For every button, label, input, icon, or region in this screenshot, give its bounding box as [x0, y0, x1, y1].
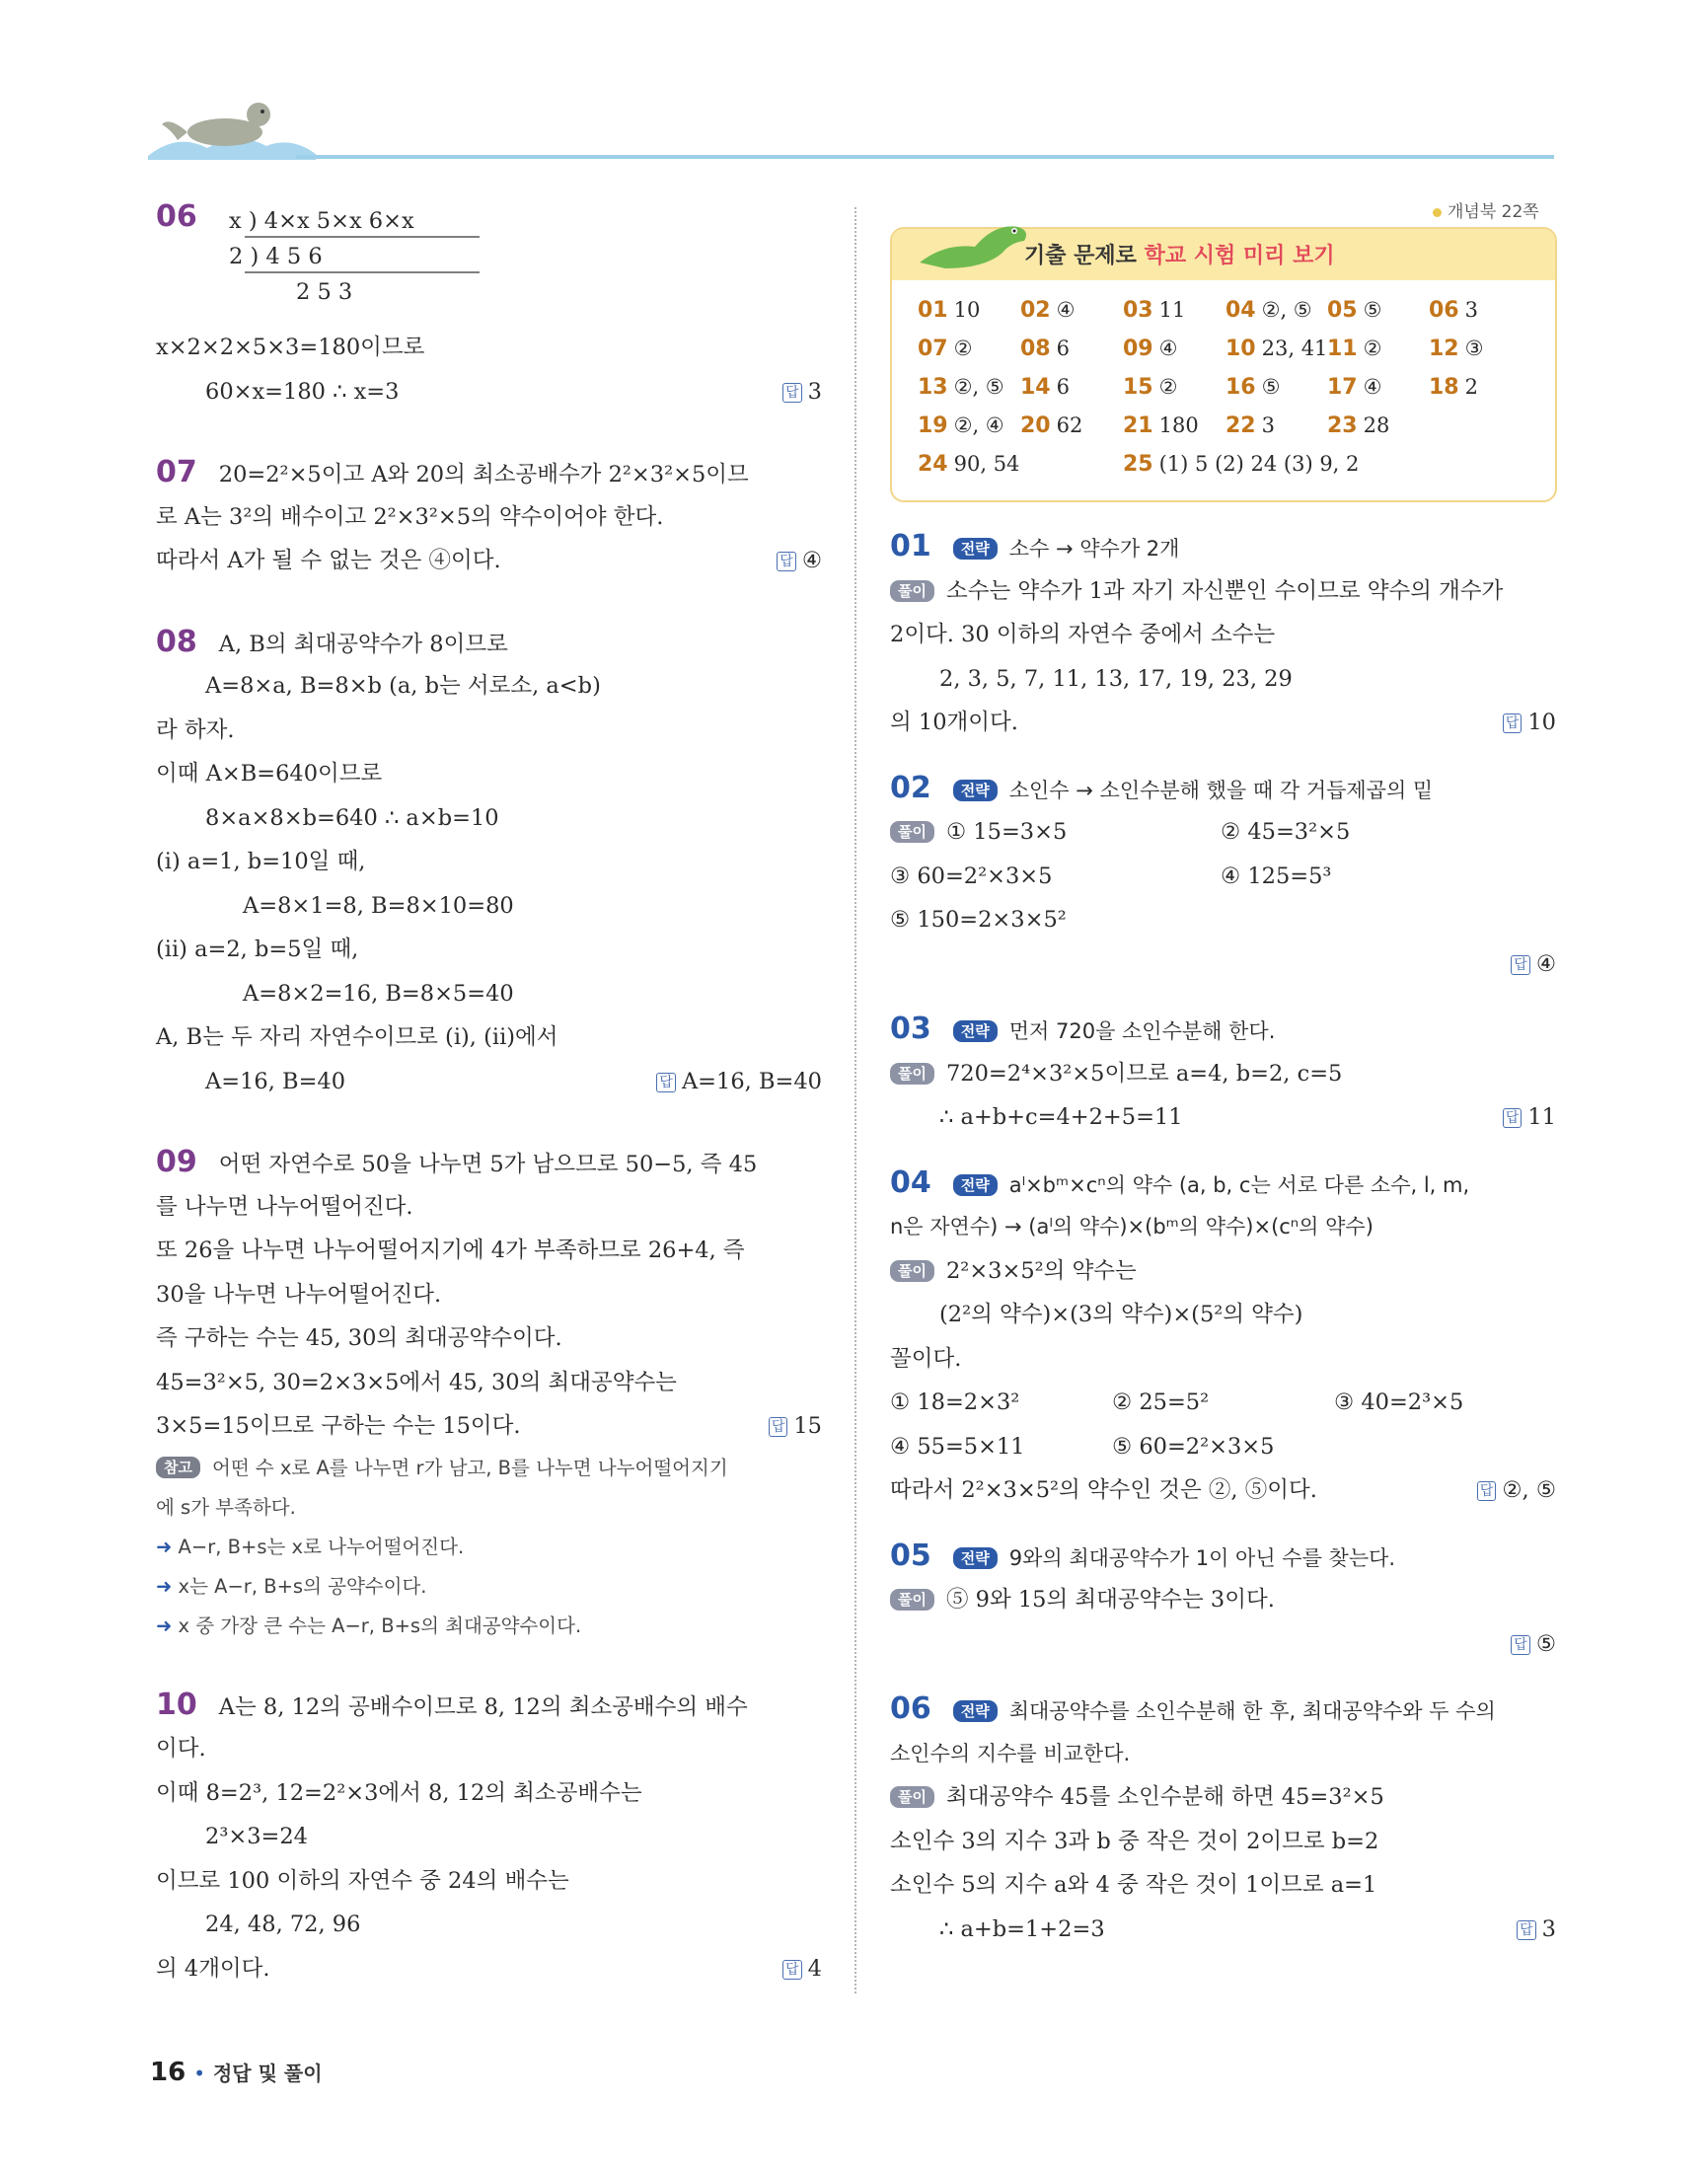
answer-icon: 답 — [782, 1960, 802, 1980]
preview-number: 14 — [1020, 375, 1051, 400]
r-q02-options-1: 풀이 ① 15=3×5 ② 45=3²×5 — [890, 810, 1556, 855]
preview-number: 12 — [1429, 337, 1459, 361]
r-q01-number: 01 — [890, 529, 931, 563]
q10-answer: 4 — [807, 1955, 822, 1982]
q09-note-1: 참고 어떤 수 x로 A를 나누면 r가 남고, B를 나누면 나누어떨어지기 — [156, 1449, 822, 1488]
q09-line-6: 45=3²×5, 30=2×3×5에서 45, 30의 최대공약수는 — [156, 1369, 677, 1395]
q08-number: 08 — [156, 624, 197, 659]
preview-answer-08 — [1020, 337, 1070, 361]
q08-line-9: A=8×2=16, B=8×5=40 — [243, 980, 514, 1007]
preview-answer-21 — [1123, 413, 1199, 438]
preview-number: 03 — [1123, 298, 1153, 323]
preview-value: 6 — [1056, 337, 1070, 360]
answer-icon: 답 — [1511, 1635, 1530, 1655]
q08-answer: A=16, B=40 — [681, 1068, 822, 1094]
preview-number: 06 — [1429, 298, 1459, 323]
r-q04-line-2: (2²의 약수)×(3의 약수)×(5²의 약수) — [939, 1302, 1303, 1327]
r-q06-line-2: 소인수 3의 지수 3과 b 중 작은 것이 2이므로 b=2 — [890, 1828, 1379, 1854]
page-number: 16 — [150, 2058, 186, 2087]
q10-line-1: 10 A는 8, 12의 공배수이므로 8, 12의 최소공배수의 배수 — [156, 1687, 748, 1722]
r-q02-answer: ④ — [1535, 950, 1556, 977]
answer-icon: 답 — [782, 383, 802, 403]
preview-number: 21 — [1123, 413, 1153, 438]
page-footer — [150, 2058, 323, 2087]
r-q04-header-2: n은 자연수) → (aˡ의 약수)×(bᵐ의 약수)×(cⁿ의 약수) — [890, 1215, 1374, 1238]
preview-value: 90, 54 — [953, 452, 1020, 476]
answer-icon: 답 — [1503, 1108, 1522, 1128]
note-badge: 참고 — [156, 1457, 200, 1478]
strategy-badge: 전략 — [953, 1174, 998, 1196]
r-q04-line-3: 꼴이다. — [890, 1345, 962, 1372]
preview-number: 11 — [1327, 337, 1358, 361]
preview-number: 15 — [1123, 375, 1153, 400]
q09-note-5: ➜ x 중 가장 큰 수는 A−r, B+s의 최대공약수이다. — [156, 1613, 582, 1637]
r-q01-line-4: 의 10개이다. 답 10 — [890, 710, 1556, 735]
r-q03-number: 03 — [890, 1012, 931, 1046]
r-q02-number: 02 — [890, 770, 931, 805]
q09-line-7: 3×5=15이므로 구하는 수는 15이다. 답 15 — [156, 1413, 822, 1439]
preview-answer-25 — [1123, 452, 1359, 477]
preview-answer-24 — [918, 452, 1019, 477]
ladder-row-3: 2 5 3 — [296, 279, 353, 305]
q09-note-3: ➜ A−r, B+s는 x로 나누어떨어진다. — [156, 1535, 465, 1558]
r-q06-header: 06 전략 최대공약수를 소인수분해 한 후, 최대공약수와 두 수의 — [890, 1691, 1496, 1726]
preview-number: 10 — [1225, 337, 1256, 361]
right-column — [890, 525, 1556, 1951]
preview-answer-03 — [1123, 298, 1185, 323]
preview-answer-18 — [1429, 375, 1478, 400]
r-q03-line-2: ∴ a+b+c=4+2+5=11 답 11 — [939, 1104, 1556, 1130]
q06-line-2: 60×x=180 ∴ x=3 답 3 — [205, 378, 822, 405]
q08-line-1: 08 A, B의 최대공약수가 8이므로 — [156, 624, 508, 659]
preview-number: 04 — [1225, 298, 1256, 323]
preview-value: 2 — [1464, 375, 1478, 399]
q09-answer: 15 — [793, 1413, 822, 1439]
preview-value: ②, ④ — [953, 413, 1004, 437]
r-q02-options-2: ③ 60=2²×3×5 ④ 125=5³ — [890, 863, 1332, 889]
preview-value: ④ — [1363, 375, 1382, 399]
preview-number: 24 — [918, 452, 948, 477]
ladder-row-1: x ) 4×x 5×x 6×x — [229, 208, 414, 234]
q09-line-3: 또 26을 나누면 나누어떨어지기에 4가 부족하므로 26+4, 즉 — [156, 1238, 745, 1263]
preview-number: 05 — [1327, 298, 1358, 323]
r-q04-header: 04 전략 aˡ×bᵐ×cⁿ의 약수 (a, b, c는 서로 다른 소수, l, m, — [890, 1164, 1470, 1200]
r-q06-answer: 3 — [1541, 1915, 1556, 1942]
strategy-badge: 전략 — [953, 1547, 998, 1569]
r-q03-header: 03 전략 먼저 720을 소인수분해 한다. — [890, 1012, 1276, 1046]
preview-value: 11 — [1158, 298, 1186, 322]
preview-value: ⑤ — [1363, 298, 1382, 322]
solution-badge: 풀이 — [890, 1260, 934, 1282]
preview-value: ② — [1158, 375, 1178, 399]
preview-answer-06 — [1429, 298, 1478, 323]
seal-illustration — [148, 97, 316, 160]
q06-answer: 3 — [807, 378, 822, 405]
q10-line-2: 이다. — [156, 1736, 206, 1762]
preview-value: ② — [953, 337, 973, 360]
preview-number: 13 — [918, 375, 948, 400]
preview-banner — [892, 229, 1555, 280]
preview-number: 07 — [918, 337, 948, 361]
preview-value: ④ — [1158, 337, 1178, 360]
strategy-badge: 전략 — [953, 1020, 998, 1042]
r-q03-answer: 11 — [1527, 1104, 1556, 1130]
answer-icon: 답 — [769, 1417, 788, 1437]
preview-number: 01 — [918, 298, 948, 323]
strategy-badge: 전략 — [953, 538, 998, 560]
q08-line-3: 라 하자. — [156, 716, 235, 743]
preview-answer-02 — [1020, 298, 1075, 323]
arrow-icon: ➜ — [156, 1574, 179, 1598]
preview-answer-07 — [918, 337, 972, 361]
column-divider — [854, 207, 856, 1993]
preview-number: 23 — [1327, 413, 1358, 438]
preview-number: 17 — [1327, 375, 1358, 400]
preview-value: ② — [1363, 337, 1382, 360]
r-q05-answer-line — [890, 1622, 1556, 1667]
preview-answer-22 — [1225, 413, 1275, 438]
answer-icon: 답 — [1503, 713, 1522, 733]
exam-preview-box — [890, 227, 1557, 502]
preview-answer-05 — [1327, 298, 1381, 323]
q09-line-1: 09 어떤 자연수로 50을 나누면 5가 남으므로 50−5, 즉 45 — [156, 1145, 758, 1179]
header-rule — [296, 155, 1554, 159]
preview-value: ⑤ — [1261, 375, 1281, 399]
preview-number: 25 — [1123, 452, 1153, 477]
preview-number: 18 — [1429, 375, 1459, 400]
r-q01-header: 01 전략 소수 → 약수가 2개 — [890, 529, 1180, 563]
preview-answer-13 — [918, 375, 1004, 400]
preview-answer-16 — [1225, 375, 1280, 400]
preview-number: 02 — [1020, 298, 1051, 323]
answer-icon: 답 — [1511, 955, 1530, 975]
preview-answer-09 — [1123, 337, 1177, 361]
r-q06-number: 06 — [890, 1691, 931, 1726]
q08-line-4: 이때 A×B=640이므로 — [156, 761, 383, 787]
q08-line-6: (i) a=1, b=10일 때, — [156, 849, 366, 874]
preview-answer-17 — [1327, 375, 1381, 400]
r-q02-answer-line — [890, 942, 1556, 987]
r-q06-line-4: ∴ a+b=1+2=3 답 3 — [939, 1915, 1556, 1942]
preview-value: 23, 41 — [1261, 337, 1328, 360]
q10-line-6: 24, 48, 72, 96 — [205, 1912, 361, 1937]
q10-line-5: 이므로 100 이하의 자연수 중 24의 배수는 — [156, 1867, 569, 1894]
r-q04-line-4: 따라서 2²×3×5²의 약수인 것은 ②, ⑤이다. 답 ②, ⑤ — [890, 1477, 1556, 1503]
left-column — [156, 197, 822, 1990]
r-q02-options-3: ⑤ 150=2×3×5² — [890, 907, 1067, 933]
preview-value: 10 — [953, 298, 981, 322]
q09-number: 09 — [156, 1145, 197, 1179]
q08-line-11: A=16, B=40 답 A=16, B=40 — [205, 1068, 822, 1094]
q07-line-2: 로 A는 3²의 배수이고 2²×3²×5의 약수이어야 한다. — [156, 503, 664, 530]
preview-value: 3 — [1261, 413, 1275, 437]
preview-answer-12 — [1429, 337, 1483, 361]
arrow-icon: ➜ — [156, 1535, 179, 1558]
preview-value: 62 — [1056, 413, 1083, 437]
preview-value: ②, ⑤ — [953, 375, 1004, 399]
preview-number: 16 — [1225, 375, 1256, 400]
q09-note-4: ➜ x는 A−r, B+s의 공약수이다. — [156, 1574, 427, 1598]
q08-line-7: A=8×1=8, B=8×10=80 — [243, 892, 514, 919]
solution-badge: 풀이 — [890, 1063, 934, 1085]
q06-block — [156, 197, 822, 326]
preview-number: 09 — [1123, 337, 1153, 361]
preview-answer-15 — [1123, 375, 1177, 400]
solution-badge: 풀이 — [890, 821, 934, 843]
answer-icon: 답 — [1477, 1481, 1497, 1501]
q09-line-5: 즉 구하는 수는 45, 30의 최대공약수이다. — [156, 1325, 562, 1351]
q07-line-1: 07 20=2²×5이고 A와 20의 최소공배수가 2²×3²×5이므 — [156, 455, 749, 489]
r-q01-line-2: 2이다. 30 이하의 자연수 중에서 소수는 — [890, 622, 1276, 647]
preview-value: 28 — [1363, 413, 1390, 437]
r-q05-header: 05 전략 9와의 최대공약수가 1이 아닌 수를 찾는다. — [890, 1538, 1396, 1573]
q08-line-2: A=8×a, B=8×b (a, b는 서로소, a<b) — [205, 673, 601, 699]
arrow-icon: ➜ — [156, 1613, 179, 1637]
solution-badge: 풀이 — [890, 1589, 934, 1611]
q10-line-4: 2³×3=24 — [205, 1824, 308, 1849]
preview-number: 19 — [918, 413, 948, 438]
preview-title: 기출 문제로 학교 시험 미리 보기 — [1024, 244, 1335, 268]
q10-number: 10 — [156, 1687, 197, 1722]
solution-badge: 풀이 — [890, 1786, 934, 1808]
strategy-badge: 전략 — [953, 1700, 998, 1722]
preview-answer-19 — [918, 413, 1004, 438]
r-q04-line-1: 풀이 2²×3×5²의 약수는 — [890, 1249, 1556, 1294]
preview-value: 6 — [1056, 375, 1070, 399]
q09-line-4: 30을 나누면 나누어떨어진다. — [156, 1281, 442, 1308]
ladder-row-2: 2 ) 4 5 6 — [229, 244, 323, 269]
q07-line-3: 따라서 A가 될 수 없는 것은 ④이다. 답 ④ — [156, 548, 822, 573]
preview-answer-01 — [918, 298, 980, 323]
r-q01-line-3: 2, 3, 5, 7, 11, 13, 17, 19, 23, 29 — [939, 665, 1293, 692]
r-q06-line-3: 소인수 5의 지수 a와 4 중 작은 것이 1이므로 a=1 — [890, 1872, 1377, 1898]
q08-line-5: 8×a×8×b=640 ∴ a×b=10 — [205, 804, 499, 831]
preview-value: ③ — [1464, 337, 1484, 360]
crocodile-icon — [916, 213, 1034, 276]
preview-value: 3 — [1464, 298, 1478, 322]
r-q06-line-1: 풀이 최대공약수 45를 소인수분해 하면 45=3²×5 — [890, 1775, 1556, 1820]
answer-icon: 답 — [777, 552, 796, 571]
q10-line-7: 의 4개이다. 답 4 — [156, 1955, 822, 1982]
q07-answer: ④ — [801, 548, 822, 573]
concept-book-ref: 개념북 22쪽 — [1433, 197, 1539, 222]
r-q04-options-1: ① 18=2×3² ② 25=5² ③ 40=2³×5 — [890, 1389, 1464, 1415]
answer-icon: 답 — [1517, 1920, 1536, 1940]
preview-answer-20 — [1020, 413, 1082, 438]
preview-answer-14 — [1020, 375, 1070, 400]
preview-value: 180 — [1158, 413, 1199, 437]
r-q05-line-1: 풀이 ⑤ 9와 15의 최대공약수는 3이다. — [890, 1578, 1556, 1622]
preview-answer-04 — [1225, 298, 1312, 323]
preview-answer-11 — [1327, 337, 1381, 361]
q10-line-3: 이때 8=2³, 12=2²×3에서 8, 12의 최소공배수는 — [156, 1779, 642, 1806]
preview-value: ②, ⑤ — [1261, 298, 1312, 322]
r-q06-header-2: 소인수의 지수를 비교한다. — [890, 1741, 1131, 1765]
preview-answer-10 — [1225, 337, 1327, 361]
r-q03-line-1: 풀이 720=2⁴×3²×5이므로 a=4, b=2, c=5 — [890, 1052, 1556, 1096]
preview-answer-23 — [1327, 413, 1389, 438]
preview-value: ④ — [1056, 298, 1076, 322]
q08-line-8: (ii) a=2, b=5일 때, — [156, 937, 359, 962]
r-q05-answer: ⑤ — [1535, 1630, 1556, 1657]
q09-line-2: 를 나누면 나누어떨어진다. — [156, 1193, 413, 1220]
r-q02-header: 02 전략 소인수 → 소인수분해 했을 때 각 거듭제곱의 밑 — [890, 770, 1434, 805]
r-q05-number: 05 — [890, 1538, 931, 1573]
preview-number: 22 — [1225, 413, 1256, 438]
answer-icon: 답 — [656, 1073, 676, 1092]
q07-number: 07 — [156, 455, 197, 489]
q06-number: 06 — [156, 199, 197, 234]
preview-value: (1) 5 (2) 24 (3) 9, 2 — [1158, 452, 1360, 476]
r-q04-answer: ②, ⑤ — [1502, 1477, 1556, 1503]
r-q01-answer: 10 — [1527, 710, 1556, 735]
strategy-badge: 전략 — [953, 780, 998, 801]
preview-number: 20 — [1020, 413, 1051, 438]
r-q04-number: 04 — [890, 1164, 931, 1200]
r-q04-options-2: ④ 55=5×11 ⑤ 60=2²×3×5 — [890, 1433, 1275, 1460]
preview-number: 08 — [1020, 337, 1051, 361]
q09-note-2: 에 s가 부족하다. — [156, 1495, 296, 1519]
r-q01-line-1: 풀이 소수는 약수가 1과 자기 자신뿐인 수이므로 약수의 개수가 — [890, 569, 1556, 614]
bullet-icon: • — [193, 2062, 205, 2085]
solution-badge: 풀이 — [890, 580, 934, 602]
footer-title: 정답 및 풀이 — [212, 2062, 323, 2085]
q06-line-1: x×2×2×5×3=180이므로 — [156, 335, 425, 360]
q08-line-10: A, B는 두 자리 자연수이므로 (i), (ii)에서 — [156, 1024, 558, 1050]
